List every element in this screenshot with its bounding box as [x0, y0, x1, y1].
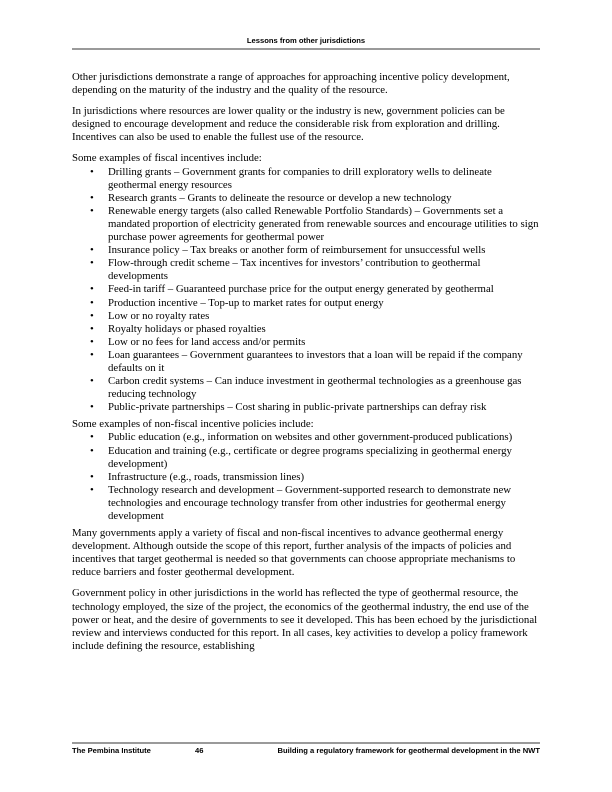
header-rule — [72, 48, 540, 50]
list-item: • Public education (e.g., information on websites and other government-produced publications) — [108, 431, 542, 444]
paragraph-low-quality-resources: In jurisdictions where resources are lower quality or the industry is new, government policies can be designed to encourage development and reduce the considerable risk from exploration and drilling. Incentives can also be used to enable the fullest use of the resource. — [72, 105, 505, 144]
page-number: 46 — [195, 746, 204, 755]
nonfiscal-list-intro: Some examples of non-fiscal incentive policies include: — [72, 418, 314, 431]
list-item: • Carbon credit systems – Can induce investment in geothermal technologies as a greenhouse gas reducing technology — [108, 375, 542, 401]
footer-rule — [72, 742, 540, 744]
list-item: • Feed-in tariff – Guaranteed purchase price for the output energy generated by geothermal — [108, 283, 542, 296]
list-item: • Insurance policy – Tax breaks or another form of reimbursement for unsuccessful wells — [108, 244, 542, 257]
list-item: • Flow-through credit scheme – Tax incentives for investors’ contribution to geothermal developments — [108, 257, 542, 283]
list-item: • Royalty holidays or phased royalties — [108, 323, 542, 336]
list-item: • Technology research and development – Government-supported research to demonstrate new technologies and encourage technology transfer from other industries for geothermal energy development — [108, 484, 542, 523]
nonfiscal-incentives-list — [72, 431, 542, 523]
footer-document-title: Building a regulatory framework for geothermal development in the NWT — [277, 746, 540, 755]
running-header: Lessons from other jurisdictions — [246, 36, 366, 45]
fiscal-incentives-list — [72, 166, 542, 415]
list-item: • Public-private partnerships – Cost sharing in public-private partnerships can defray risk — [108, 401, 542, 414]
fiscal-list-intro: Some examples of fiscal incentives include: — [72, 152, 262, 165]
list-item: • Research grants – Grants to delineate the resource or develop a new technology — [108, 192, 542, 205]
list-item: • Production incentive – Top-up to market rates for output energy — [108, 297, 542, 310]
list-item: • Drilling grants – Government grants for companies to drill exploratory wells to delineate geothermal energy resources — [108, 166, 542, 192]
paragraph-intro: Other jurisdictions demonstrate a range of approaches for approaching incentive policy development, depending on the maturity of the industry and the quality of the resource. — [72, 71, 510, 97]
list-item: • Renewable energy targets (also called Renewable Portfolio Standards) – Governments set a mandated proportion of electricity generated from renewable sources and encourage utilities to sign purchase power agreements for geothermal power — [108, 205, 542, 244]
list-item: • Infrastructure (e.g., roads, transmission lines) — [108, 471, 542, 484]
paragraph-fiscal-nonfiscal-analysis: Many governments apply a variety of fiscal and non-fiscal incentives to advance geothermal energy development. Although outside the scope of this report, further analysis of the impacts of policies and incentives that target geothermal is needed so that governments can choose appropriate mechanisms to reduce barriers and foster geothermal development. — [72, 527, 516, 579]
footer-organization: The Pembina Institute — [72, 746, 151, 755]
list-item: • Low or no fees for land access and/or permits — [108, 336, 542, 349]
page-body — [72, 71, 542, 661]
list-item: • Loan guarantees – Government guarantees to investors that a loan will be repaid if the company defaults on it — [108, 349, 542, 375]
paragraph-government-policy: Government policy in other jurisdictions in the world has reflected the type of geothermal resource, the technology employed, the size of the project, the economics of the geothermal industry, the end use of the power or heat, and the desire of governments to see it developed. This has been echoed by the jurisdictional review and interviews conducted for this report. In all cases, key activities to develop a policy framework include defining the resource, establishing — [72, 587, 538, 652]
list-item: • Low or no royalty rates — [108, 310, 542, 323]
list-item: • Education and training (e.g., certificate or degree programs specializing in geothermal energy development) — [108, 445, 542, 471]
